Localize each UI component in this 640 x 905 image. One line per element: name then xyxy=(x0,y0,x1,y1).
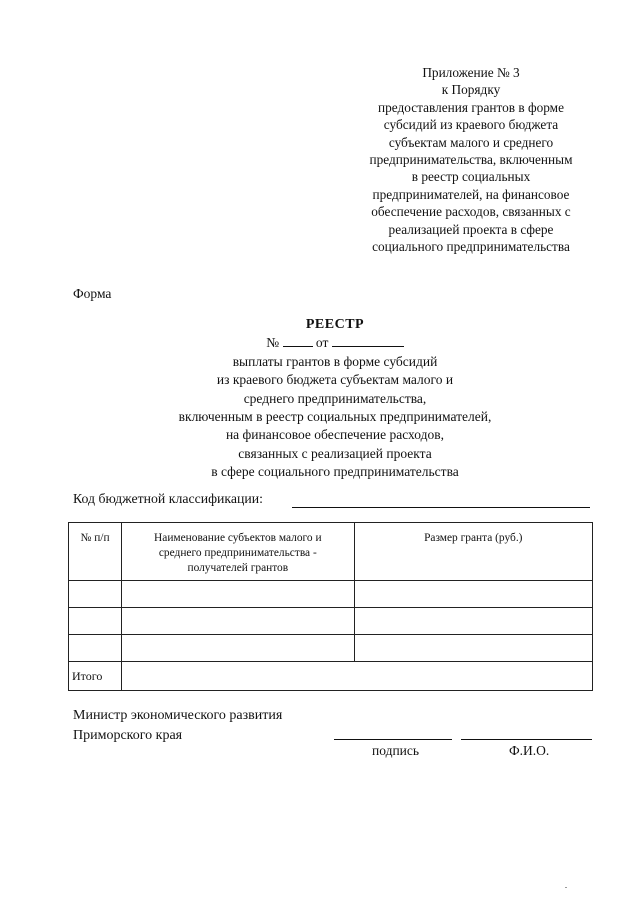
title-line: на финансовое обеспечение расходов, xyxy=(225,427,445,443)
header-row-number: № п/п xyxy=(69,523,122,581)
appendix-line: реализацией проекта в сфере xyxy=(388,221,554,237)
header-line: Наименование субъектов малого и xyxy=(154,532,322,544)
number-date-line xyxy=(120,334,550,352)
table-cell xyxy=(69,608,122,635)
table-cell xyxy=(122,635,354,662)
table-cell xyxy=(354,608,592,635)
table-cell xyxy=(122,608,354,635)
table-header-row xyxy=(69,523,593,581)
table-row xyxy=(69,581,593,608)
title-line: связанных с реализацией проекта xyxy=(238,445,432,461)
title-line: выплаты грантов в форме субсидий xyxy=(232,353,438,369)
signatory-position xyxy=(73,706,282,745)
title-line: включенным в реестр социальных предпринимателей, xyxy=(178,409,492,425)
budget-code-blank xyxy=(292,507,590,508)
scan-speck xyxy=(565,887,567,888)
table-cell xyxy=(354,581,592,608)
table-cell xyxy=(69,581,122,608)
appendix-line: социального предпринимательства xyxy=(372,239,570,255)
number-blank xyxy=(283,334,313,347)
title-line: в сфере социального предпринимательства xyxy=(211,464,459,480)
form-label: Форма xyxy=(73,286,112,301)
document-title: РЕЕСТР xyxy=(305,317,365,332)
appendix-line: в реестр социальных xyxy=(411,169,531,185)
header-line: среднего предпринимательства - xyxy=(158,547,317,559)
appendix-line: предпринимательства, включенным xyxy=(369,152,573,168)
table-cell xyxy=(354,635,592,662)
table-row xyxy=(69,635,593,662)
registry-table xyxy=(68,522,593,691)
registry-title-block xyxy=(120,316,550,482)
appendix-line: Приложение № 3 xyxy=(422,65,520,80)
header-line: получателей грантов xyxy=(187,562,289,574)
appendix-reference xyxy=(340,64,602,255)
budget-code-label: Код бюджетной классификации: xyxy=(73,491,264,506)
signature-blank xyxy=(334,739,452,740)
table-total-row xyxy=(69,662,593,691)
table-cell xyxy=(69,635,122,662)
full-name-caption: Ф.И.О. xyxy=(509,743,550,758)
appendix-line: обеспечение расходов, связанных с xyxy=(371,204,571,220)
total-value-cell xyxy=(122,662,593,691)
appendix-line: предпринимателей, на финансовое xyxy=(372,186,570,202)
appendix-line: субсидий из краевого бюджета xyxy=(383,117,559,133)
title-line: среднего предпринимательства, xyxy=(243,390,427,406)
number-prefix: № xyxy=(266,335,280,351)
appendix-line: предоставления грантов в форме xyxy=(378,99,564,115)
date-blank xyxy=(332,334,404,347)
full-name-blank xyxy=(461,739,592,740)
signature-caption: подпись xyxy=(372,743,420,758)
total-label: Итого xyxy=(69,662,122,691)
header-recipient-name xyxy=(122,523,354,581)
table-row xyxy=(69,608,593,635)
date-prefix: от xyxy=(315,335,329,351)
title-line: из краевого бюджета субъектам малого и xyxy=(216,372,454,388)
header-grant-amount: Размер гранта (руб.) xyxy=(354,523,592,581)
signatory-position-line: Приморского края xyxy=(73,727,183,743)
table-cell xyxy=(122,581,354,608)
signatory-position-line: Министр экономического развития xyxy=(73,708,283,723)
appendix-line: субъектам малого и среднего xyxy=(388,134,554,150)
appendix-line: к Порядку xyxy=(441,82,501,98)
